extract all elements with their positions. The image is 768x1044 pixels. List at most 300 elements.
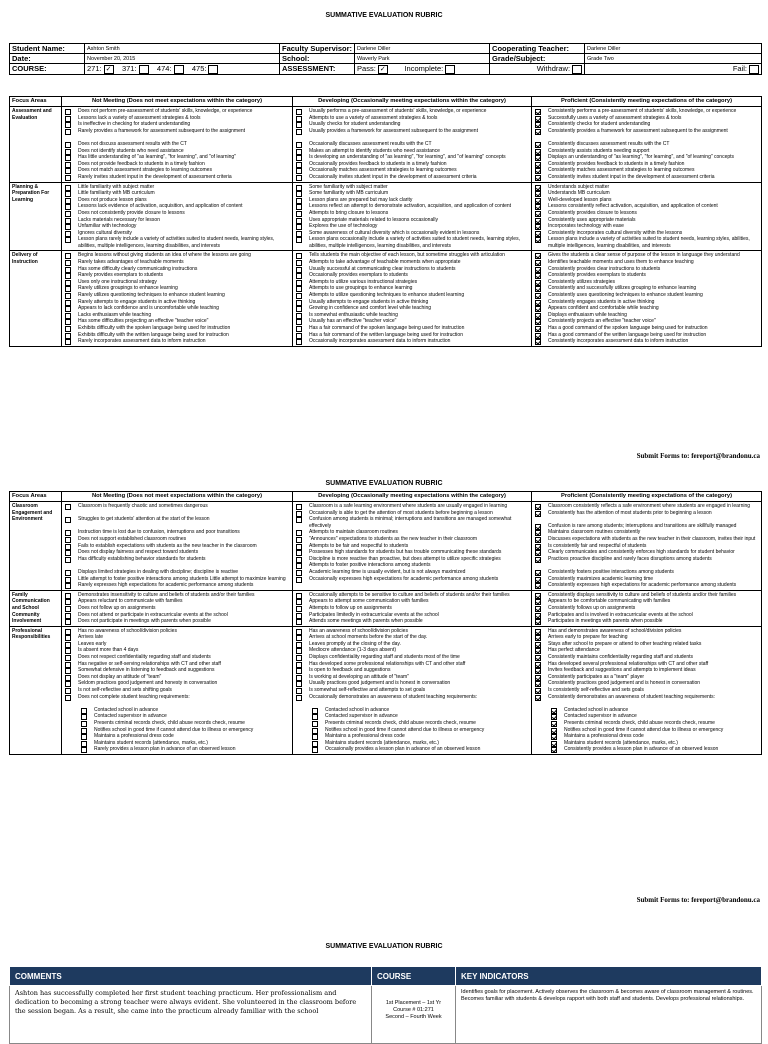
checkbox[interactable] <box>296 339 302 345</box>
criterion-text: Rarely attempts to engage students in active thinking <box>78 298 196 305</box>
criterion-text: Explores the use of technology <box>309 223 378 230</box>
criterion-text: Leaves promptly at the closing of the day. <box>309 640 401 647</box>
requirement-item <box>64 713 290 720</box>
criterion-text: Attempts to foster positive interactions among students <box>309 562 431 569</box>
pass-label: Pass: <box>357 64 376 73</box>
grade-subject-value: Grade Two <box>585 54 762 64</box>
section-row-professional-responsibilities <box>10 626 762 754</box>
criterion-text: Displays an understanding of "as learning", "for learning", and "of learning" concepts <box>548 154 735 161</box>
criterion-text: Uses appropriate materials related to lessons occasionally <box>309 216 438 223</box>
criterion-item <box>534 647 759 654</box>
criterion-text: Seldom practices good judgement and honesty in conversation <box>78 680 218 687</box>
criterion-item <box>534 272 759 279</box>
criterion-text: Does not produce lesson plans <box>78 196 147 203</box>
criterion-text: Consistently assists students needing support <box>548 147 650 154</box>
criterion-text: Possesses high standards for students but has trouble communicating these standards <box>309 549 502 556</box>
criterion-item <box>534 174 759 181</box>
dev-cell <box>293 107 532 183</box>
comments-text[interactable]: Ashton has successfully completed her first student teaching practicum. Her professionalism and dedication to becoming a strong teacher were always evident. She volunteered in the classroom before the session began. As a result, she came into the practicum already familiar with the school <box>10 986 372 1044</box>
criterion-item <box>295 332 529 339</box>
course-cell <box>372 986 456 1044</box>
criterion-item <box>534 536 759 543</box>
criterion-item <box>534 612 759 619</box>
criterion-item <box>64 259 290 266</box>
criterion-text: Has developed several professional relationships with CT and other staff <box>548 660 709 667</box>
pro-cell <box>532 626 762 754</box>
criterion-item <box>534 318 759 325</box>
page-title-2: SUMMATIVE EVALUATION RUBRIC <box>325 480 443 487</box>
checked-checkbox[interactable] <box>535 619 541 625</box>
criterion-item <box>64 556 290 563</box>
criterion-text: Contacted supervisor in advance <box>325 713 398 720</box>
criterion-item <box>64 647 290 654</box>
criterion-text: Makes an attempt to identify students who need assistance <box>309 147 440 154</box>
criterion-item <box>295 516 529 529</box>
requirement-item <box>64 733 290 740</box>
pro-cell <box>532 502 762 591</box>
spacer <box>295 700 529 707</box>
criterion-item <box>534 628 759 635</box>
criterion-text: Does not complete student teaching requirements: <box>78 693 190 700</box>
criterion-text: Instruction time is lost due to confusion, interruptions and poor transitions <box>78 529 240 536</box>
criterion-item <box>64 217 290 224</box>
criterion-text: Has no awareness of school/division policies <box>78 627 177 634</box>
criterion-text: Consistently practices good judgement and is honest in conversation <box>548 680 701 687</box>
criterion-text: Occasionally provides feedback to students in a timely fashion <box>309 160 447 167</box>
criterion-text: Uses only one instructional strategy <box>78 278 157 285</box>
checkbox[interactable] <box>65 619 71 625</box>
criterion-text: Does not match assessment strategies to learning outcomes <box>78 167 212 174</box>
requirement-item <box>295 746 529 753</box>
criterion-text: Lesson plans include a variety of activities suited to student needs, learning styles, abilities, multiple intelligences, learning disabilities, and interests <box>548 236 750 249</box>
checkbox[interactable] <box>296 175 302 181</box>
pro-cell <box>532 107 762 183</box>
criterion-text: Consistently projects an effective "teacher voice" <box>548 318 656 325</box>
criterion-item <box>295 618 529 625</box>
criterion-text: Is somewhat self-reflective and attempts to set goals <box>309 687 426 694</box>
criterion-text: Does not identify students who need assistance <box>78 147 184 154</box>
criterion-item <box>534 167 759 174</box>
criterion-item <box>534 562 759 569</box>
criterion-text: Has a fair command of the spoken language being used for instruction <box>309 325 465 331</box>
criterion-item <box>64 667 290 674</box>
checkbox[interactable] <box>81 747 87 753</box>
criterion-item <box>295 305 529 312</box>
criterion-text: Attempts to bring closure to lessons <box>309 209 389 216</box>
criterion-text: Lessons consistently reflect activation, acquisition, and application of content <box>548 203 718 210</box>
criterion-text: Lessons lack evidence of activation, acquisition, and application of content <box>78 203 243 210</box>
criterion-text: Leaves early <box>78 640 107 647</box>
criterion-item <box>295 647 529 654</box>
criterion-text: Consistently fosters positive interactions among students <box>548 568 674 575</box>
not-cell <box>62 502 293 591</box>
student-name-label: Student Name: <box>10 44 85 54</box>
criterion-item <box>295 167 529 174</box>
criterion-item <box>64 569 290 576</box>
dev-cell <box>293 502 532 591</box>
fail-label: Fail: <box>732 64 747 73</box>
not-meeting-header: Not Meeting (Does not meet expectations within the category) <box>62 492 293 502</box>
criterion-text: Consistently maintains confidentiality regarding staff and students <box>548 654 693 661</box>
requirement-item <box>534 707 759 714</box>
faculty-supervisor-label: Faculty Supervisor: <box>280 44 355 54</box>
spacer <box>534 700 759 707</box>
withdraw-option <box>490 64 585 75</box>
criterion-text: Consistently provides closure to lessons <box>548 209 637 216</box>
criterion-item <box>295 510 529 517</box>
date-label: Date: <box>10 54 85 64</box>
criterion-text: Maintains student records (attendance, marks, etc.) <box>325 739 439 746</box>
criterion-item <box>534 121 759 128</box>
criterion-item <box>64 634 290 641</box>
criterion-text: Occasionally matches assessment strategies to learning outcomes <box>309 167 457 174</box>
criterion-item <box>295 628 529 635</box>
criterion-item <box>534 674 759 681</box>
criterion-text: Displays enthusiasm while teaching <box>548 311 627 318</box>
criterion-item <box>295 680 529 687</box>
focus-area-label: Delivery of Instruction <box>10 251 62 346</box>
criterion-text: Occasionally attempts to be sensitive to culture and beliefs of students and/or their families <box>309 591 510 598</box>
criterion-text: Classroom is a safe learning environment where students are usually engaged in learning <box>309 503 508 509</box>
checkbox[interactable] <box>65 339 71 345</box>
pro-cell <box>532 182 762 251</box>
criterion-text: Invites feedback and suggestions and attempts to implement ideas <box>548 667 696 674</box>
criterion-text: Fails to establish expectations with students as the new teacher in the classroom <box>78 542 257 549</box>
criterion-text: Has little understanding of "as learning", "for learning", and "of learning" <box>78 154 236 161</box>
criterion-text: Consistently provides exemplars to students <box>548 272 646 279</box>
checked-checkbox[interactable] <box>551 747 557 753</box>
comments-header: COMMENTS <box>10 967 372 986</box>
student-info-table <box>9 43 762 75</box>
criterion-item <box>534 312 759 319</box>
criterion-item <box>295 562 529 569</box>
criterion-item <box>64 680 290 687</box>
criterion-item <box>534 582 759 589</box>
criterion-text: Appears to lack confidence and is uncomfortable while teaching <box>78 305 219 312</box>
criterion-item <box>64 210 290 217</box>
criterion-item <box>295 556 529 563</box>
criterion-item <box>295 190 529 197</box>
criterion-text: Presents criminal records check, child abuse records check, resume <box>325 720 476 726</box>
criterion-text: Rarely provides exemplars to students <box>78 272 164 279</box>
criterion-text: Usually checks for student understanding <box>309 121 401 128</box>
requirement-item <box>64 746 290 753</box>
requirement-item <box>534 727 759 734</box>
criterion-text: Usually provides a framework for assessment subsequent to the assignment <box>309 127 478 134</box>
criterion-text: Is ineffective in checking for student understanding <box>78 121 191 128</box>
focus-area-label: Planning & Preparation For Learning <box>10 182 62 251</box>
pro-cell <box>532 590 762 626</box>
section-row-delivery-of-instruction <box>10 251 762 346</box>
criterion-text: Notifies school in good time if cannot attend due to illness or emergency <box>325 726 485 733</box>
criterion-item <box>534 128 759 135</box>
criterion-text: Occasionally discusses assessment results with the CT <box>309 140 432 147</box>
section-row-planning-preparation-for-learning <box>10 182 762 251</box>
developing-header: Developing (Occasionally meeting expectations within the category) <box>293 492 532 502</box>
criterion-text: Lesson plans occasionally include a variety of activities suited to student needs, learning styles, abilities, multiple intelligences, learning disabilities, and interests <box>309 236 520 249</box>
criterion-item <box>534 516 759 523</box>
criterion-item <box>295 161 529 168</box>
course-474-label: 474: <box>156 64 172 73</box>
criterion-text: Is somewhat enthusiastic while teaching <box>309 311 398 318</box>
criterion-text: Consistently engages students in active thinking <box>548 298 655 305</box>
criterion-text: Appears reluctant to communicate with families <box>78 598 183 605</box>
criterion-text: Contacted school in advance <box>325 706 390 713</box>
criterion-item <box>295 549 529 556</box>
criterion-text: Is open to feedback and suggestions <box>309 667 391 674</box>
criterion-item <box>64 543 290 550</box>
criterion-item <box>295 576 529 583</box>
criterion-item <box>64 605 290 612</box>
criterion-item <box>534 305 759 312</box>
criterion-text: Growing in confidence and comfort level while teaching <box>309 305 432 312</box>
incomplete-label: Incomplete: <box>404 64 444 73</box>
criterion-item <box>295 694 529 701</box>
page-title-3: SUMMATIVE EVALUATION RUBRIC <box>325 943 443 950</box>
criterion-item <box>64 510 290 517</box>
criterion-item <box>534 529 759 536</box>
criterion-text: Consistently expresses high expectations for academic performance among students <box>548 582 737 589</box>
criterion-text: Rarely expresses high expectations for academic performance among students <box>78 582 254 589</box>
course-271-label: 271: <box>87 64 102 73</box>
criterion-item <box>295 536 529 543</box>
criterion-item <box>295 569 529 576</box>
criterion-text: Contacted school in advance <box>564 706 629 713</box>
criterion-text: Does not consistently provide closure to lessons <box>78 209 185 216</box>
criterion-text: Is developing an understanding of "as learning", "for learning", and "of learning" concepts <box>309 154 506 161</box>
course-475-label: 475: <box>191 64 207 73</box>
criterion-item <box>295 598 529 605</box>
dev-cell <box>293 251 532 346</box>
checkbox[interactable] <box>296 577 302 583</box>
criterion-text: "Announces" expectations to students as the new teacher in their classroom <box>309 535 478 542</box>
checkbox[interactable] <box>296 619 302 625</box>
criterion-text: Presents criminal records check, child abuse records check, resume <box>564 720 715 726</box>
requirement-item <box>295 707 529 714</box>
criterion-item <box>534 217 759 224</box>
criterion-text: Consistently discusses assessment results with the CT <box>548 140 670 147</box>
criterion-item <box>64 628 290 635</box>
criterion-item <box>534 134 759 141</box>
criterion-text: Has a good command of the written language being used for instruction <box>548 331 707 338</box>
criterion-text: Has and demonstrates awareness of school/division policies <box>548 627 682 634</box>
requirement-item <box>295 720 529 727</box>
criterion-item <box>64 108 290 115</box>
checkbox[interactable] <box>312 747 318 753</box>
criterion-text: Notifies school in good time if cannot attend due to illness or emergency <box>94 726 254 733</box>
criterion-item <box>534 503 759 510</box>
criterion-text: Consistently performs a pre-assessment of students' skills, knowledge, or experience <box>548 108 737 114</box>
criterion-item <box>534 687 759 694</box>
criterion-text: Does not attend or participate in extracurricular events at the school <box>78 611 228 618</box>
criterion-text: Attends some meetings with parents when possible <box>309 618 423 625</box>
criterion-text: Maintains a professional dress code <box>564 733 644 740</box>
criterion-text: Lessons reflect an attempt to demonstrate activation, acquisition, and application of content <box>309 203 512 210</box>
criterion-item <box>64 503 290 510</box>
criterion-item <box>534 197 759 204</box>
not-cell <box>62 107 293 183</box>
submit-forms-note-2: Submit Forms to: fereport@brandonu.ca <box>636 896 760 904</box>
criterion-item <box>64 252 290 259</box>
criterion-item <box>534 556 759 563</box>
criterion-item <box>295 634 529 641</box>
submit-forms-note: Submit Forms to: fereport@brandonu.ca <box>636 452 760 460</box>
criterion-text: Consistently invites student input in the development of assessment criteria <box>548 173 715 180</box>
criterion-item <box>295 292 529 299</box>
criterion-text: Consistently incorporates cultural diversity within the lessons <box>548 229 683 236</box>
course-271-checkbox[interactable]: ✓ <box>104 65 114 74</box>
criterion-text: Little attempt to foster positive interactions among students Little attempt to maximize learning <box>78 575 286 582</box>
criterion-text: Incorporates technology with ease <box>548 223 624 230</box>
student-name-value: Ashton Smith <box>85 44 280 54</box>
criterion-text: Consistently and successfully utilizes grouping to enhance learning <box>548 285 697 292</box>
criterion-text: Demonstrates insensitivity to culture and beliefs of students and/or their families <box>78 591 255 598</box>
criterion-text: Does not discuss assessment results with the CT <box>78 140 187 147</box>
criterion-item <box>534 694 759 701</box>
criterion-item <box>534 230 759 237</box>
checkbox[interactable] <box>65 175 71 181</box>
criterion-item <box>295 236 529 249</box>
criterion-text: Has some difficulty clearly communicating instructions <box>78 265 198 272</box>
criterion-item <box>64 305 290 312</box>
criterion-item <box>534 543 759 550</box>
criterion-item <box>534 680 759 687</box>
criterion-item <box>534 338 759 345</box>
criterion-text: Has a fair command of the written language being used for instruction <box>309 331 463 338</box>
criterion-text: Lacks materials necessary for lesson <box>78 216 160 223</box>
criterion-item <box>64 134 290 141</box>
criterion-text: Successfully uses a variety of assessment strategies & tools <box>548 114 682 121</box>
criterion-item <box>64 562 290 569</box>
criterion-item <box>64 121 290 128</box>
checked-checkbox[interactable] <box>535 339 541 345</box>
criterion-item <box>64 598 290 605</box>
criterion-text: Consistently participates as a "team" player <box>548 673 645 680</box>
not-meeting-header: Not Meeting (Does not meet expectations within the category) <box>62 97 293 107</box>
criterion-item <box>64 154 290 161</box>
criterion-item <box>534 161 759 168</box>
checked-checkbox[interactable] <box>535 175 541 181</box>
criterion-text: Rarely invites student input in the development of assessment criteria <box>78 173 232 180</box>
checked-checkbox[interactable] <box>535 583 541 589</box>
not-cell <box>62 626 293 754</box>
fail-option <box>585 64 762 75</box>
criterion-text: Consistently follows up on assignments <box>548 604 636 611</box>
course-475-checkbox[interactable] <box>208 65 218 74</box>
incomplete-checkbox[interactable] <box>445 65 455 74</box>
criterion-item <box>295 266 529 273</box>
checkbox[interactable] <box>296 517 302 523</box>
criterion-text: Lesson plans rarely include a variety of activities suited to student needs, learning styles, abilities, multiple intelligences, learning disabilities, and interests <box>78 236 275 249</box>
requirement-item <box>64 740 290 747</box>
not-cell <box>62 590 293 626</box>
checked-checkbox[interactable] <box>535 237 541 243</box>
checkbox[interactable] <box>65 237 71 243</box>
criterion-item <box>295 605 529 612</box>
criterion-item <box>64 184 290 191</box>
criterion-text: Consistently provides feedback to students in a timely fashion <box>548 160 685 167</box>
key-indicators-header: KEY INDICATORS <box>456 967 762 986</box>
focus-area-label: Family Communication and School Community Involvement <box>10 590 62 626</box>
criterion-item <box>64 167 290 174</box>
criterion-text: Lacks enthusiasm while teaching <box>78 311 152 318</box>
criterion-item <box>64 223 290 230</box>
criterion-text: Is not self-reflective and sets shifting goals <box>78 687 172 694</box>
dev-cell <box>293 182 532 251</box>
criterion-item <box>64 654 290 661</box>
criterion-text: Little familiarity with MB curriculum <box>78 190 155 197</box>
criterion-item <box>534 299 759 306</box>
criterion-item <box>534 598 759 605</box>
criterion-text: Is consistently self-reflective and sets goals <box>548 687 644 694</box>
pass-checkbox[interactable]: ✓ <box>378 65 388 74</box>
fail-checkbox[interactable] <box>749 65 759 74</box>
criterion-item <box>534 332 759 339</box>
criterion-item <box>295 141 529 148</box>
requirement-item <box>534 740 759 747</box>
assessment-label: ASSESSMENT: <box>280 64 355 75</box>
criterion-text: Discipline is more reactive than proactive, but does attempt to utilize specific strategies <box>309 555 501 562</box>
criterion-text: Occasionally demonstrates an awareness of student teaching requirements: <box>309 693 478 700</box>
criterion-text: Attempts to maintain classroom routines <box>309 529 398 536</box>
criterion-item <box>534 266 759 273</box>
course-371-checkbox[interactable] <box>139 65 149 74</box>
checkbox[interactable] <box>296 237 302 243</box>
criterion-text: Discusses expectations with students as the new teacher in their classroom, invites their input <box>548 535 756 542</box>
criterion-item <box>534 523 759 530</box>
criterion-item <box>534 108 759 115</box>
criterion-text: Consistently demonstrates an awareness of student teaching requirements: <box>548 693 716 700</box>
checkbox[interactable] <box>65 583 71 589</box>
criterion-text: Attempts to follow up on assignments <box>309 604 392 611</box>
criterion-text: Appears to be comfortable communicating with families <box>548 598 671 605</box>
criterion-text: Does not participate in meetings with parents when possible <box>78 618 211 625</box>
criterion-text: Maintains student records (attendance, marks, etc.) <box>94 739 208 746</box>
criterion-item <box>64 236 290 249</box>
requirement-item <box>534 733 759 740</box>
criterion-item <box>295 217 529 224</box>
criterion-item <box>534 223 759 230</box>
criterion-text: Arrives at school moments before the start of the day. <box>309 634 428 641</box>
criterion-text: Consistently uses appropriate materials <box>548 216 636 223</box>
criterion-text: Has difficulty establishing behavior standards for students <box>78 555 206 562</box>
criterion-text: Attempts to use a variety of assessment strategies & tools <box>309 114 438 121</box>
criterion-item <box>64 516 290 523</box>
criterion-text: Attempts to use groupings to enhance learning <box>309 285 413 292</box>
requirement-item <box>64 720 290 727</box>
criterion-text: Participates limitedly in extracurricular events at the school <box>309 611 439 618</box>
criterion-item <box>295 272 529 279</box>
criterion-item <box>64 332 290 339</box>
criterion-text: Does not respect confidentiality regarding staff and students <box>78 654 211 661</box>
criterion-text: Well-developed lesson plans <box>548 196 612 203</box>
requirement-item <box>534 720 759 727</box>
criterion-item <box>534 259 759 266</box>
criterion-item <box>534 292 759 299</box>
rubric-table-2 <box>9 491 762 755</box>
criterion-item <box>64 266 290 273</box>
criterion-item <box>64 549 290 556</box>
course-474-checkbox[interactable] <box>174 65 184 74</box>
criterion-item <box>295 641 529 648</box>
criterion-text: Some familiarity with subject matter <box>309 183 388 190</box>
criterion-text: Consistently incorporates assessment data to inform instruction <box>548 338 689 345</box>
withdraw-checkbox[interactable] <box>572 65 582 74</box>
requirement-item <box>295 713 529 720</box>
requirement-item <box>534 713 759 720</box>
rubric-table-1 <box>9 96 762 347</box>
section-row-classroom-engagement-and-environment <box>10 502 762 591</box>
